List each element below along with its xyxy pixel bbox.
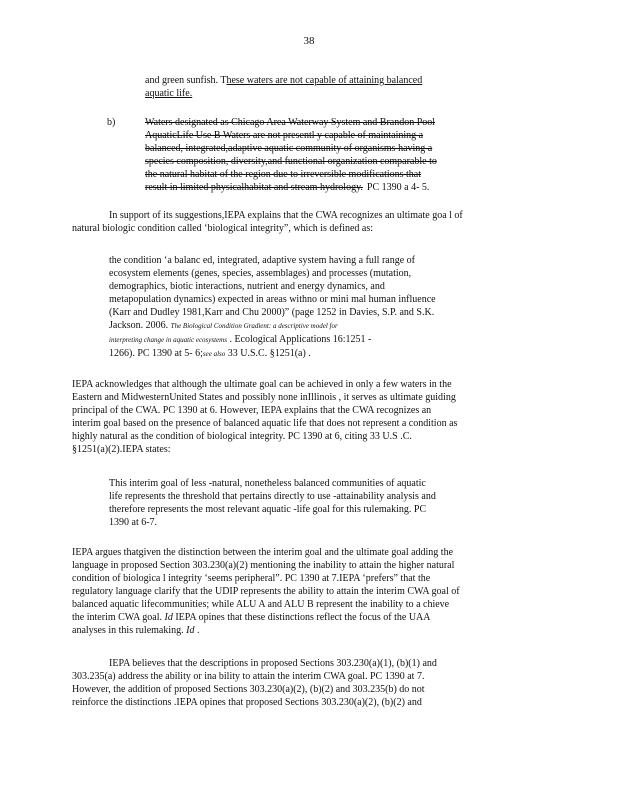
text-line: highly natural as the condition of biological integrity. PC 1390 at 6, citing 33 U.S .C. — [72, 431, 412, 442]
text-line: 303.235(a) address the ability or ina bility to attain the interim CWA goal. PC 1390 at 7. — [72, 671, 425, 682]
struck-line: species composition, diversity,and functional organization comparable to — [145, 156, 437, 167]
paragraph-4 — [72, 657, 542, 709]
text-line: condition of biologica l integrity ‘seems peripheral”. PC 1390 at 7.IEPA ‘prefers” that the — [72, 573, 431, 584]
quote-line — [109, 333, 509, 347]
text-line — [145, 74, 485, 87]
text-line: natural biologic condition called ‘biological integrity”, which is defined as: — [72, 223, 374, 234]
quote-line: 1390 at 6-7. — [109, 517, 158, 528]
quote-line: demographics, biotic interactions, nutrient and energy dynamics, and — [109, 281, 385, 292]
struck-line: the natural habitat of the region due to irreversible modifications that — [145, 169, 422, 180]
struck-line: AquaticLife Use B Waters are not presentl y capable of maintaining a — [145, 130, 424, 141]
quote-line — [109, 319, 509, 333]
quote-line: metapopulation dynamics) expected in areas withno or mini mal human influence — [109, 294, 436, 305]
id-citation: Id — [186, 625, 195, 636]
page-number: 38 — [303, 35, 315, 47]
paragraph-3 — [72, 546, 542, 637]
quote-text: 33 U.S.C. §1251(a) . — [225, 348, 311, 359]
quote-line — [109, 347, 509, 361]
italic-signal: see also — [202, 350, 226, 358]
text-line: interim goal based on the presence of balanced aquatic life that does not represent a condition as — [72, 418, 458, 429]
quote-line: (Karr and Dudley 1981,Karr and Chu 2000)” (page 1252 in Davies, S.P. and S.K. — [109, 307, 435, 318]
quote-text: Jackson. 2006. — [109, 320, 169, 331]
text-line: reinforce the distinctions .IEPA opines that proposed Sections 303.230(a)(2), (b)(2) and — [72, 697, 422, 708]
text-line: analyses in this rulemaking. Id . — [72, 625, 200, 636]
citation: PC 1390 a 4- 5. — [366, 182, 430, 193]
paragraph-1 — [72, 209, 542, 235]
id-citation: Id — [164, 612, 173, 623]
text: analyses in this rulemaking. — [72, 625, 184, 636]
struck-item-b — [145, 116, 505, 194]
quote-line: life represents the threshold that pertains directly to use -attainability analysis and — [109, 491, 436, 502]
quote-text: 1266). PC 1390 at 5- 6; — [109, 348, 203, 359]
text-line: IEPA argues thatgiven the distinction between the interim goal and the ultimate goal adding the — [72, 547, 454, 558]
text-line: Eastern and MidwesternUnited States and possibly none inIllinois , it serves as ultimate guiding — [72, 392, 456, 403]
struck-line: Waters designated as Chicago Area Waterway System and Brandon Pool — [145, 117, 436, 128]
quote-line: This interim goal of less -natural, nonetheless balanced communities of aquatic — [109, 478, 426, 489]
italic-title: interpreting change in aquatic ecosystems — [109, 336, 227, 344]
text-line: In support of its suggestions,IEPA explains that the CWA recognizes an ultimate goa l of — [109, 210, 463, 221]
text-line: However, the addition of proposed Sections 303.230(a)(2), (b)(2) and 303.235(b) do not — [72, 684, 425, 695]
item-label-b: b) — [107, 117, 116, 128]
text-line: regulatory language clarify that the UDIP represents the ability to attain the interim CWA goal of — [72, 586, 460, 597]
text-line: balanced aquatic lifecommunities; while ALU A and ALU B represent the inability to a chieve — [72, 599, 450, 610]
text: IEPA opines that these distinctions reflect the focus of the UAA — [172, 612, 431, 623]
quote-line: the condition ‘a balanc ed, integrated, adaptive system having a full range of — [109, 255, 416, 266]
plain-text: and green sunfish. T — [145, 75, 227, 86]
quote-line: ecosystem elements (genes, species, assemblages) and processes (mutation, — [109, 268, 412, 279]
struck-line — [145, 181, 505, 194]
text-line: language in proposed Section 303.230(a)(2) mentioning the inability to attain the higher natural — [72, 560, 455, 571]
paragraph-2 — [72, 378, 542, 456]
text-line: IEPA acknowledges that although the ultimate goal can be achieved in only a few waters in the — [72, 379, 452, 390]
text-line — [72, 611, 542, 624]
text-line: §1251(a)(2).IEPA states: — [72, 444, 171, 455]
struck-line: balanced, integrated,adaptive aquatic community of organisms having a — [145, 143, 433, 154]
italic-title: The Biological Condition Gradient: a descriptive model for — [170, 322, 338, 330]
continuation-block — [145, 74, 485, 100]
block-quote-2 — [109, 477, 509, 529]
text-line: IEPA believes that the descriptions in proposed Sections 303.230(a)(1), (b)(1) and — [109, 658, 437, 669]
quote-line: therefore represents the most relevant aquatic -life goal for this rulemaking. PC — [109, 504, 427, 515]
text: the interim CWA goal. — [72, 612, 162, 623]
struck-text: result in limited physicalhabitat and stream hydrology. — [145, 182, 363, 193]
inserted-text: hese waters are not capable of attaining balanced — [226, 75, 423, 86]
quote-text: . Ecological Applications 16:1251 - — [226, 334, 372, 345]
text-line: principal of the CWA. PC 1390 at 6. However, IEPA explains that the CWA recognizes an — [72, 405, 432, 416]
block-quote-1 — [109, 254, 509, 361]
inserted-text: aquatic life. — [145, 88, 193, 99]
